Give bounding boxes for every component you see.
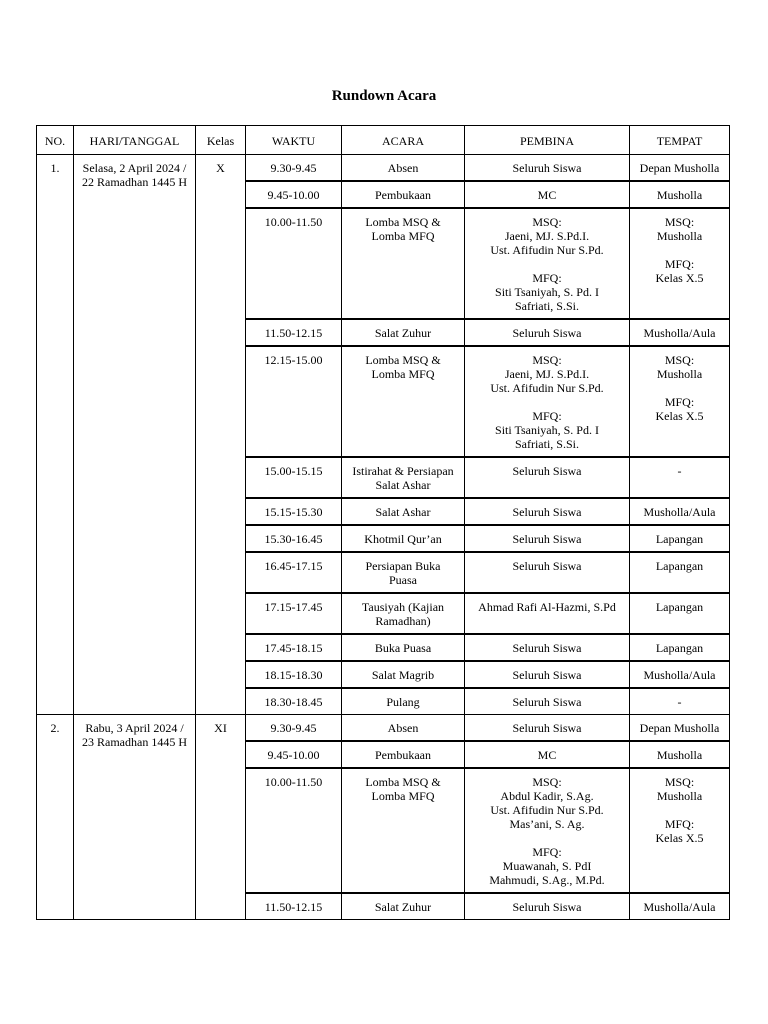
day-number: 2. (37, 715, 74, 920)
time-cell: 11.50-12.15 (246, 893, 342, 920)
time-cell: 9.45-10.00 (246, 741, 342, 768)
event-cell: Salat Zuhur (342, 893, 465, 920)
place-cell: MSQ: Musholla MFQ: Kelas X.5 (630, 768, 730, 893)
time-cell: 17.45-18.15 (246, 634, 342, 661)
place-cell: Lapangan (630, 552, 730, 593)
header-no: NO. (37, 126, 74, 155)
day-class: XI (196, 715, 246, 920)
time-cell: 9.30-9.45 (246, 715, 342, 742)
supervisor-cell: Seluruh Siswa (465, 498, 630, 525)
day-class: X (196, 155, 246, 715)
time-cell: 9.30-9.45 (246, 155, 342, 182)
time-cell: 16.45-17.15 (246, 552, 342, 593)
table-row (37, 155, 730, 182)
supervisor-cell: Seluruh Siswa (465, 155, 630, 182)
place-cell: Musholla/Aula (630, 661, 730, 688)
time-cell: 10.00-11.50 (246, 208, 342, 319)
place-cell: Musholla/Aula (630, 893, 730, 920)
place-cell: - (630, 457, 730, 498)
supervisor-cell: Seluruh Siswa (465, 893, 630, 920)
supervisor-cell: MC (465, 741, 630, 768)
header-place: TEMPAT (630, 126, 730, 155)
time-cell: 15.00-15.15 (246, 457, 342, 498)
header-row (37, 126, 730, 155)
supervisor-cell: Ahmad Rafi Al-Hazmi, S.Pd (465, 593, 630, 634)
event-cell: Salat Ashar (342, 498, 465, 525)
supervisor-cell: Seluruh Siswa (465, 661, 630, 688)
supervisor-cell: Seluruh Siswa (465, 552, 630, 593)
header-class: Kelas (196, 126, 246, 155)
header-supervisor: PEMBINA (465, 126, 630, 155)
supervisor-cell: Seluruh Siswa (465, 319, 630, 346)
event-cell: Pulang (342, 688, 465, 715)
page-title: Rundown Acara (331, 88, 437, 104)
event-cell: Khotmil Qur’an (342, 525, 465, 552)
day-date: Rabu, 3 April 2024 / 23 Ramadhan 1445 H (74, 715, 196, 920)
place-cell: - (630, 688, 730, 715)
event-cell: Persiapan Buka Puasa (342, 552, 465, 593)
supervisor-cell: Seluruh Siswa (465, 715, 630, 742)
event-cell: Lomba MSQ & Lomba MFQ (342, 208, 465, 319)
header-event: ACARA (342, 126, 465, 155)
place-cell: Musholla/Aula (630, 319, 730, 346)
supervisor-cell: Seluruh Siswa (465, 688, 630, 715)
place-cell: Depan Musholla (630, 155, 730, 182)
event-cell: Tausiyah (Kajian Ramadhan) (342, 593, 465, 634)
time-cell: 18.15-18.30 (246, 661, 342, 688)
supervisor-cell: MSQ: Jaeni, MJ. S.Pd.I. Ust. Afifudin Nur S.Pd. MFQ: Siti Tsaniyah, S. Pd. I Safriati, S.Si. (465, 208, 630, 319)
event-cell: Istirahat & Persiapan Salat Ashar (342, 457, 465, 498)
place-cell: Lapangan (630, 634, 730, 661)
place-cell: MSQ: Musholla MFQ: Kelas X.5 (630, 346, 730, 457)
place-cell: Lapangan (630, 593, 730, 634)
event-cell: Absen (342, 715, 465, 742)
day-number: 1. (37, 155, 74, 715)
place-cell: MSQ: Musholla MFQ: Kelas X.5 (630, 208, 730, 319)
supervisor-cell: MSQ: Jaeni, MJ. S.Pd.I. Ust. Afifudin Nur S.Pd. MFQ: Siti Tsaniyah, S. Pd. I Safriati, S.Si. (465, 346, 630, 457)
event-cell: Pembukaan (342, 181, 465, 208)
time-cell: 18.30-18.45 (246, 688, 342, 715)
time-cell: 12.15-15.00 (246, 346, 342, 457)
event-cell: Absen (342, 155, 465, 182)
event-cell: Salat Magrib (342, 661, 465, 688)
place-cell: Musholla/Aula (630, 498, 730, 525)
supervisor-cell: MC (465, 181, 630, 208)
event-cell: Lomba MSQ & Lomba MFQ (342, 768, 465, 893)
header-date: HARI/TANGGAL (74, 126, 196, 155)
event-cell: Salat Zuhur (342, 319, 465, 346)
time-cell: 15.15-15.30 (246, 498, 342, 525)
time-cell: 10.00-11.50 (246, 768, 342, 893)
time-cell: 17.15-17.45 (246, 593, 342, 634)
time-cell: 15.30-16.45 (246, 525, 342, 552)
rundown-table (36, 125, 730, 920)
place-cell: Musholla (630, 741, 730, 768)
supervisor-cell: Seluruh Siswa (465, 457, 630, 498)
place-cell: Musholla (630, 181, 730, 208)
event-cell: Pembukaan (342, 741, 465, 768)
supervisor-cell: Seluruh Siswa (465, 525, 630, 552)
event-cell: Lomba MSQ & Lomba MFQ (342, 346, 465, 457)
table-row (37, 715, 730, 742)
time-cell: 11.50-12.15 (246, 319, 342, 346)
place-cell: Depan Musholla (630, 715, 730, 742)
rundown-body (37, 155, 730, 920)
day-date: Selasa, 2 April 2024 / 22 Ramadhan 1445 H (74, 155, 196, 715)
supervisor-cell: MSQ: Abdul Kadir, S.Ag. Ust. Afifudin Nur S.Pd. Mas’ani, S. Ag. MFQ: Muawanah, S. PdI Mahmudi, S.Ag., M.Pd. (465, 768, 630, 893)
supervisor-cell: Seluruh Siswa (465, 634, 630, 661)
header-time: WAKTU (246, 126, 342, 155)
time-cell: 9.45-10.00 (246, 181, 342, 208)
place-cell: Lapangan (630, 525, 730, 552)
event-cell: Buka Puasa (342, 634, 465, 661)
